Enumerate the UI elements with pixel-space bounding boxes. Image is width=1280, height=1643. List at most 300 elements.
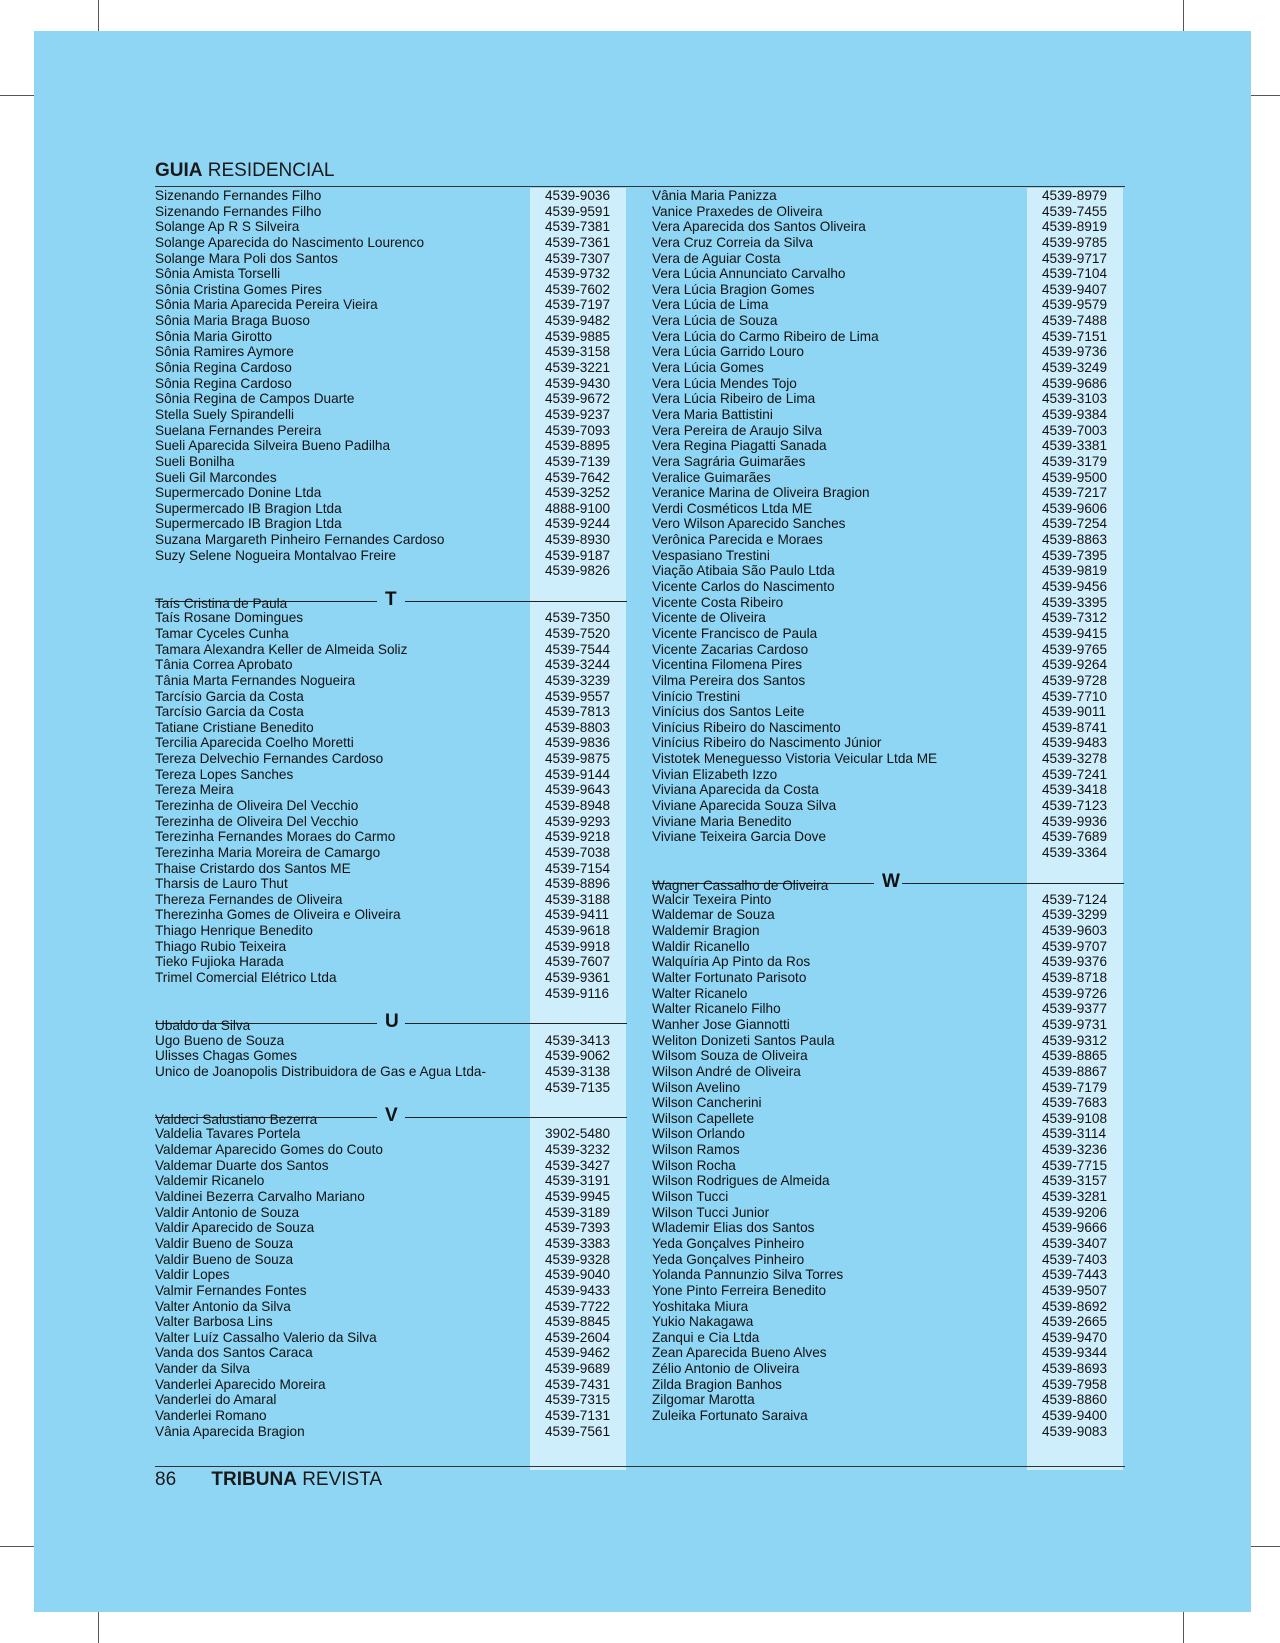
right-column bbox=[652, 188, 1124, 1439]
entry-phone: 4539-7403 bbox=[1042, 1251, 1108, 1267]
entry-name: Vera Lúcia do Carmo Ribeiro de Lima bbox=[652, 328, 879, 344]
entry-phone: 4539-7431 bbox=[545, 1376, 611, 1392]
entry-name: Wilsom Souza de Oliveira bbox=[652, 1048, 808, 1064]
footer-bold: TRIBUNA bbox=[211, 1469, 297, 1490]
entry-name: Vanderlei Aparecido Moreira bbox=[155, 1376, 326, 1392]
entry-name: Vera Maria Battistini bbox=[652, 406, 773, 422]
entry-phone: 4539-9726 bbox=[1042, 985, 1108, 1001]
list-item bbox=[652, 1408, 1124, 1424]
entry-name: Verdi Cosméticos Ltda ME bbox=[652, 500, 813, 516]
entry-name: Suelana Fernandes Pereira bbox=[155, 422, 322, 438]
entry-phone: 4539-9785 bbox=[1042, 234, 1108, 250]
list-item bbox=[652, 1392, 1124, 1408]
entry-name: Sônia Amista Torselli bbox=[155, 266, 281, 282]
list-item bbox=[652, 563, 1124, 579]
entry-phone: 4539-3158 bbox=[545, 344, 611, 360]
entry-phone: 4539-9557 bbox=[545, 688, 611, 704]
entry-phone: 4539-9312 bbox=[1042, 1032, 1108, 1048]
list-item bbox=[155, 1142, 627, 1158]
entry-phone: 4539-9328 bbox=[545, 1251, 611, 1267]
right-listing bbox=[652, 188, 1124, 1439]
entry-phone: 4539-7544 bbox=[545, 641, 611, 657]
list-item bbox=[652, 1377, 1124, 1393]
entry-phone: 4539-7361 bbox=[545, 234, 611, 250]
entry-name: Vander da Silva bbox=[155, 1361, 250, 1377]
list-item bbox=[652, 470, 1124, 486]
entry-phone: 4539-9083 bbox=[1042, 1423, 1108, 1439]
entry-name: Vilma Pereira dos Santos bbox=[652, 672, 806, 688]
list-item bbox=[155, 1252, 627, 1268]
entry-phone: 4539-9728 bbox=[1042, 672, 1108, 688]
entry-name: Sônia Regina Cardoso bbox=[155, 360, 292, 376]
list-item bbox=[155, 1345, 627, 1361]
entry-phone: 4539-7813 bbox=[545, 704, 611, 720]
list-item bbox=[652, 501, 1124, 517]
entry-phone: 4539-7312 bbox=[1042, 610, 1108, 626]
list-item bbox=[155, 798, 627, 814]
entry-name: Valdemar Aparecido Gomes do Couto bbox=[155, 1142, 383, 1158]
entry-name: Vanderlei do Amaral bbox=[155, 1392, 277, 1408]
list-item bbox=[652, 642, 1124, 658]
list-item bbox=[652, 1361, 1124, 1377]
entry-name: Wagner Cassalho de Oliveira bbox=[652, 877, 829, 893]
entry-phone: 4539-8896 bbox=[545, 876, 611, 892]
entry-name: Valdeci Salustiano Bezerra bbox=[155, 1112, 318, 1128]
entry-phone: 4539-8693 bbox=[1042, 1361, 1108, 1377]
entry-phone: 4539-7602 bbox=[545, 281, 611, 297]
list-item bbox=[652, 689, 1124, 705]
section-letter: T bbox=[385, 589, 397, 611]
entry-phone: 4539-9836 bbox=[545, 735, 611, 751]
list-item bbox=[652, 610, 1124, 626]
list-item bbox=[155, 861, 627, 877]
section-divider bbox=[155, 1001, 627, 1032]
divider-line bbox=[902, 883, 1124, 884]
entry-name: Terezinha Fernandes Moraes do Carmo bbox=[155, 829, 396, 845]
list-item bbox=[652, 829, 1124, 845]
list-item bbox=[652, 595, 1124, 611]
entry-phone: 4539-7607 bbox=[545, 954, 611, 970]
entry-name: Taís Rosane Domingues bbox=[155, 610, 304, 626]
entry-phone: 4539-7710 bbox=[1042, 688, 1108, 704]
entry-phone: 4539-9430 bbox=[545, 375, 611, 391]
entry-phone: 4539-8979 bbox=[1042, 188, 1108, 203]
footer-rest: REVISTA bbox=[302, 1469, 383, 1490]
entry-name: Yeda Gonçalves Pinheiro bbox=[652, 1235, 805, 1251]
entry-phone: 4539-9116 bbox=[545, 985, 609, 1001]
entry-phone: 4539-7123 bbox=[1042, 797, 1108, 813]
entry-name: Vera Sagrária Guimarães bbox=[652, 453, 806, 469]
section-letter: V bbox=[385, 1105, 398, 1127]
crop-mark bbox=[1183, 1612, 1184, 1643]
list-item bbox=[652, 1158, 1124, 1174]
entry-phone: 4539-7381 bbox=[545, 219, 611, 235]
list-item bbox=[155, 626, 627, 642]
list-item bbox=[155, 297, 627, 313]
list-item bbox=[652, 673, 1124, 689]
section-divider bbox=[652, 861, 1124, 892]
entry-phone: 4539-7520 bbox=[545, 625, 611, 641]
list-item bbox=[652, 970, 1124, 986]
list-item bbox=[652, 954, 1124, 970]
entry-phone: 4539-9819 bbox=[1042, 563, 1108, 579]
entry-name: Tamara Alexandra Keller de Almeida Soliz bbox=[155, 641, 408, 657]
entry-name: Thereza Fernandes de Oliveira bbox=[155, 891, 343, 907]
entry-phone: 4539-9875 bbox=[545, 751, 611, 767]
list-item bbox=[652, 454, 1124, 470]
list-item bbox=[652, 720, 1124, 736]
entry-phone: 4539-9144 bbox=[545, 766, 611, 782]
entry-name: Vinícius Ribeiro do Nascimento bbox=[652, 719, 841, 735]
entry-name: Vinício Trestini bbox=[652, 688, 741, 704]
entry-name: Valdir Antonio de Souza bbox=[155, 1204, 300, 1220]
entry-name: Valter Barbosa Lins bbox=[155, 1314, 273, 1330]
entry-name: Wanher Jose Giannotti bbox=[652, 1016, 790, 1032]
entry-phone: 4539-7488 bbox=[1042, 313, 1108, 329]
entry-name: Vera Cruz Correia da Silva bbox=[652, 234, 813, 250]
crop-mark bbox=[98, 1612, 99, 1643]
list-item bbox=[155, 313, 627, 329]
entry-phone: 4539-9579 bbox=[1042, 297, 1108, 313]
entry-phone: 4539-9618 bbox=[545, 923, 611, 939]
entry-name: Supermercado Donine Ltda bbox=[155, 485, 322, 501]
entry-phone: 4539-7689 bbox=[1042, 829, 1108, 845]
list-item bbox=[652, 892, 1124, 908]
entry-name: Valdir Bueno de Souza bbox=[155, 1251, 294, 1267]
entry-phone: 4539-9507 bbox=[1042, 1282, 1108, 1298]
entry-name: Solange Ap R S Silveira bbox=[155, 219, 300, 235]
entry-phone: 4539-8867 bbox=[1042, 1063, 1108, 1079]
entry-name: Vera Lúcia Annunciato Carvalho bbox=[652, 266, 846, 282]
entry-phone: 4539-3157 bbox=[1042, 1173, 1108, 1189]
list-item bbox=[155, 360, 627, 376]
entry-name: Vera Lúcia Mendes Tojo bbox=[652, 375, 797, 391]
list-item bbox=[155, 892, 627, 908]
list-item bbox=[155, 1064, 627, 1080]
list-item bbox=[155, 329, 627, 345]
entry-name: Vicente Costa Ribeiro bbox=[652, 594, 784, 610]
list-item bbox=[155, 501, 627, 517]
crop-mark bbox=[1183, 0, 1184, 31]
crop-mark bbox=[98, 0, 99, 31]
crop-mark bbox=[0, 95, 34, 96]
entry-name: Tamar Cyceles Cunha bbox=[155, 625, 289, 641]
list-item bbox=[652, 1252, 1124, 1268]
list-item bbox=[652, 1424, 1124, 1440]
list-item bbox=[155, 689, 627, 705]
entry-phone: 4539-3418 bbox=[1042, 782, 1108, 798]
entry-phone: 4539-8919 bbox=[1042, 219, 1108, 235]
list-item bbox=[652, 657, 1124, 673]
entry-name: Zean Aparecida Bueno Alves bbox=[652, 1345, 827, 1361]
entry-name: Vistotek Meneguesso Vistoria Veicular Ltda ME bbox=[652, 751, 938, 767]
entry-name: Sônia Maria Aparecida Pereira Vieira bbox=[155, 297, 378, 313]
list-item bbox=[155, 814, 627, 830]
crop-mark bbox=[0, 1546, 34, 1547]
list-item bbox=[155, 704, 627, 720]
entry-name: Sônia Regina Cardoso bbox=[155, 375, 292, 391]
entry-name: Zélio Antonio de Oliveira bbox=[652, 1361, 800, 1377]
entry-phone: 4539-8803 bbox=[545, 719, 611, 735]
entry-name: Terezinha de Oliveira Del Vecchio bbox=[155, 813, 359, 829]
entry-phone: 4539-9237 bbox=[545, 406, 611, 422]
list-item bbox=[155, 720, 627, 736]
entry-phone: 4539-9384 bbox=[1042, 406, 1108, 422]
entry-phone: 4539-7003 bbox=[1042, 422, 1108, 438]
list-item bbox=[155, 1330, 627, 1346]
entry-name: Tharsis de Lauro Thut bbox=[155, 876, 288, 892]
list-item bbox=[155, 188, 627, 204]
list-item bbox=[155, 923, 627, 939]
entry-name: Vanderlei Romano bbox=[155, 1408, 267, 1424]
entry-name: Valdir Bueno de Souza bbox=[155, 1235, 294, 1251]
entry-name: Valmir Fernandes Fontes bbox=[155, 1282, 307, 1298]
list-item bbox=[652, 1126, 1124, 1142]
entry-phone: 4539-9885 bbox=[545, 328, 611, 344]
list-item bbox=[155, 485, 627, 501]
entry-phone: 4539-3252 bbox=[545, 485, 611, 501]
entry-name: Vivian Elizabeth Izzo bbox=[652, 766, 778, 782]
list-item bbox=[652, 1236, 1124, 1252]
section-letter: W bbox=[882, 870, 900, 892]
list-item bbox=[155, 1080, 627, 1096]
list-item bbox=[652, 1314, 1124, 1330]
list-item bbox=[652, 923, 1124, 939]
entry-phone: 4539-9936 bbox=[1042, 813, 1108, 829]
page-footer bbox=[155, 1469, 382, 1491]
entry-phone: 4539-8865 bbox=[1042, 1048, 1108, 1064]
entry-name: Walter Fortunato Parisoto bbox=[652, 970, 807, 986]
entry-phone: 4539-9643 bbox=[545, 782, 611, 798]
entry-name: Vera Lúcia Bragion Gomes bbox=[652, 281, 815, 297]
list-item bbox=[652, 485, 1124, 501]
entry-name: Verônica Parecida e Moraes bbox=[652, 532, 823, 548]
list-item bbox=[652, 1001, 1124, 1017]
list-item bbox=[652, 1033, 1124, 1049]
list-item bbox=[155, 1424, 627, 1440]
entry-name: Vero Wilson Aparecido Sanches bbox=[652, 516, 846, 532]
entry-phone: 4539-9036 bbox=[545, 188, 611, 203]
list-item bbox=[652, 376, 1124, 392]
entry-name: Vera Lúcia de Lima bbox=[652, 297, 769, 313]
entry-name: Therezinha Gomes de Oliveira e Oliveira bbox=[155, 907, 401, 923]
entry-phone: 4539-3189 bbox=[545, 1204, 611, 1220]
entry-phone: 4539-3407 bbox=[1042, 1235, 1108, 1251]
entry-phone: 4539-8741 bbox=[1042, 719, 1108, 735]
list-item bbox=[652, 407, 1124, 423]
entry-name: Supermercado IB Bragion Ltda bbox=[155, 516, 342, 532]
entry-phone: 4539-7197 bbox=[545, 297, 611, 313]
entry-phone: 4539-7241 bbox=[1042, 766, 1108, 782]
entry-phone: 4539-3281 bbox=[1042, 1189, 1108, 1205]
entry-name: Wlademir Elias dos Santos bbox=[652, 1220, 815, 1236]
list-item bbox=[155, 1158, 627, 1174]
entry-phone: 4539-9108 bbox=[1042, 1110, 1108, 1126]
entry-phone: 4539-3278 bbox=[1042, 751, 1108, 767]
list-item bbox=[155, 954, 627, 970]
entry-name: Thiago Rubio Teixeira bbox=[155, 938, 287, 954]
entry-name: Wilson Capellete bbox=[652, 1110, 754, 1126]
entry-phone: 4539-7683 bbox=[1042, 1095, 1108, 1111]
entry-phone: 4539-7443 bbox=[1042, 1267, 1108, 1283]
entry-name: Vicente Francisco de Paula bbox=[652, 625, 818, 641]
list-item bbox=[155, 532, 627, 548]
list-item bbox=[652, 1064, 1124, 1080]
list-item bbox=[155, 751, 627, 767]
entry-name: Vera Lúcia de Souza bbox=[652, 313, 778, 329]
list-item bbox=[652, 845, 1124, 861]
entry-name: Yolanda Pannunzio Silva Torres bbox=[652, 1267, 844, 1283]
list-item bbox=[155, 266, 627, 282]
entry-phone: 4888-9100 bbox=[545, 500, 611, 516]
list-item bbox=[155, 1283, 627, 1299]
entry-phone: 4539-3188 bbox=[545, 891, 611, 907]
list-item bbox=[652, 516, 1124, 532]
entry-phone: 4539-8948 bbox=[545, 798, 611, 813]
entry-name: Tercilia Aparecida Coelho Moretti bbox=[155, 735, 354, 751]
entry-phone: 4539-9483 bbox=[1042, 735, 1108, 751]
entry-name: Yoshitaka Miura bbox=[652, 1298, 749, 1314]
entry-phone: 4539-9206 bbox=[1042, 1204, 1108, 1220]
crop-mark bbox=[1251, 1546, 1280, 1547]
entry-phone: 4539-9918 bbox=[545, 938, 611, 954]
entry-phone: 4539-3413 bbox=[545, 1032, 611, 1048]
entry-phone: 4539-9433 bbox=[545, 1282, 611, 1298]
entry-name: Tarcísio Garcia da Costa bbox=[155, 688, 304, 704]
entry-name: Yeda Gonçalves Pinheiro bbox=[652, 1251, 805, 1267]
entry-phone: 4539-3244 bbox=[545, 657, 611, 673]
entry-name: Wilson Tucci Junior bbox=[652, 1204, 770, 1220]
entry-phone: 4539-3191 bbox=[545, 1173, 611, 1189]
entry-name: Vânia Aparecida Bragion bbox=[155, 1423, 305, 1439]
entry-name: Zilda Bragion Banhos bbox=[652, 1376, 782, 1392]
list-item bbox=[652, 282, 1124, 298]
divider-line bbox=[405, 1023, 627, 1024]
entry-name: Sônia Ramires Aymore bbox=[155, 344, 294, 360]
list-item bbox=[155, 1236, 627, 1252]
entry-name: Viviane Maria Benedito bbox=[652, 813, 792, 829]
entry-name: Valter Antonio da Silva bbox=[155, 1298, 291, 1314]
entry-phone: 4539-2665 bbox=[1042, 1314, 1108, 1330]
entry-phone: 4539-9591 bbox=[545, 203, 611, 219]
list-item bbox=[155, 907, 627, 923]
entry-phone: 4539-9400 bbox=[1042, 1407, 1108, 1423]
list-item bbox=[652, 297, 1124, 313]
entry-phone: 4539-7179 bbox=[1042, 1079, 1108, 1095]
entry-name: Viação Atibaia São Paulo Ltda bbox=[652, 563, 835, 579]
list-item bbox=[652, 438, 1124, 454]
list-item bbox=[652, 1017, 1124, 1033]
entry-name: Solange Aparecida do Nascimento Lourenco bbox=[155, 234, 425, 250]
entry-phone: 4539-7139 bbox=[545, 453, 611, 469]
entry-name: Valdir Lopes bbox=[155, 1267, 230, 1283]
entry-phone: 4539-7093 bbox=[545, 422, 611, 438]
entry-phone: 4539-9376 bbox=[1042, 954, 1108, 970]
entry-phone: 4539-8895 bbox=[545, 438, 611, 454]
entry-name: Vanice Praxedes de Oliveira bbox=[652, 203, 823, 219]
footer-rule bbox=[155, 1466, 1125, 1467]
entry-phone: 4539-7350 bbox=[545, 610, 611, 626]
section-letter: U bbox=[385, 1011, 399, 1033]
entry-phone: 4539-8860 bbox=[1042, 1392, 1108, 1408]
list-item bbox=[155, 1189, 627, 1205]
list-item bbox=[652, 1299, 1124, 1315]
entry-phone: 4539-7395 bbox=[1042, 547, 1108, 563]
list-item bbox=[652, 1283, 1124, 1299]
entry-phone: 4539-3221 bbox=[545, 360, 611, 376]
list-item bbox=[155, 1033, 627, 1049]
list-item bbox=[155, 391, 627, 407]
list-item bbox=[155, 1220, 627, 1236]
entry-phone: 4539-8930 bbox=[545, 532, 611, 548]
entry-name: Waldir Ricanello bbox=[652, 938, 750, 954]
entry-phone: 4539-7254 bbox=[1042, 516, 1108, 532]
entry-name: Vinícius Ribeiro do Nascimento Júnior bbox=[652, 735, 882, 751]
entry-name: Vicentina Filomena Pires bbox=[652, 657, 803, 673]
list-item bbox=[155, 829, 627, 845]
entry-phone: 4539-7715 bbox=[1042, 1157, 1108, 1173]
list-item bbox=[155, 610, 627, 626]
entry-name: Unico de Joanopolis Distribuidora de Gas e Agua Ltda- bbox=[155, 1063, 486, 1079]
list-item bbox=[155, 1048, 627, 1064]
entry-name: Viviane Teixeira Garcia Dove bbox=[652, 829, 827, 845]
entry-phone: 4539-3239 bbox=[545, 672, 611, 688]
entry-name: Zanqui e Cia Ltda bbox=[652, 1329, 760, 1345]
entry-name: Wilson Cancherini bbox=[652, 1095, 762, 1111]
entry-phone: 4539-3114 bbox=[1042, 1126, 1106, 1142]
entry-name: Vicente Carlos do Nascimento bbox=[652, 579, 835, 595]
entry-phone: 4539-7455 bbox=[1042, 203, 1108, 219]
divider-line bbox=[405, 1117, 627, 1118]
entry-name: Tereza Delvechio Fernandes Cardoso bbox=[155, 751, 384, 767]
list-item bbox=[155, 1361, 627, 1377]
entry-phone: 4539-3364 bbox=[1042, 844, 1108, 860]
entry-name: Weliton Donizeti Santos Paula bbox=[652, 1032, 835, 1048]
list-item bbox=[652, 548, 1124, 564]
entry-phone: 4539-7151 bbox=[1042, 328, 1108, 344]
entry-phone: 4539-3138 bbox=[545, 1063, 611, 1079]
list-item bbox=[155, 939, 627, 955]
page-number: 86 bbox=[155, 1469, 177, 1490]
entry-phone: 4539-7124 bbox=[1042, 891, 1108, 907]
entry-phone: 4539-9606 bbox=[1042, 500, 1108, 516]
list-item bbox=[155, 673, 627, 689]
list-item bbox=[652, 313, 1124, 329]
list-item bbox=[652, 235, 1124, 251]
list-item bbox=[652, 1142, 1124, 1158]
entry-phone: 4539-3381 bbox=[1042, 438, 1108, 454]
divider-line bbox=[405, 601, 627, 602]
entry-phone: 4539-9462 bbox=[545, 1345, 611, 1361]
section-divider bbox=[155, 1095, 627, 1126]
entry-name: Trimel Comercial Elétrico Ltda bbox=[155, 970, 337, 986]
entry-name: Sueli Gil Marcondes bbox=[155, 469, 277, 485]
entry-phone: 4539-8845 bbox=[545, 1314, 611, 1330]
list-item bbox=[155, 219, 627, 235]
entry-phone: 4539-9765 bbox=[1042, 641, 1108, 657]
entry-phone: 3902-5480 bbox=[545, 1126, 611, 1142]
entry-phone: 4539-9672 bbox=[545, 391, 611, 407]
list-item bbox=[652, 626, 1124, 642]
list-item bbox=[155, 1267, 627, 1283]
entry-name: Wilson Rocha bbox=[652, 1157, 736, 1173]
list-item bbox=[652, 986, 1124, 1002]
entry-name: Vera Aparecida dos Santos Oliveira bbox=[652, 219, 866, 235]
entry-phone: 4539-9187 bbox=[545, 547, 611, 563]
list-item bbox=[652, 1330, 1124, 1346]
list-item bbox=[652, 1267, 1124, 1283]
entry-phone: 4539-7104 bbox=[1042, 266, 1108, 282]
